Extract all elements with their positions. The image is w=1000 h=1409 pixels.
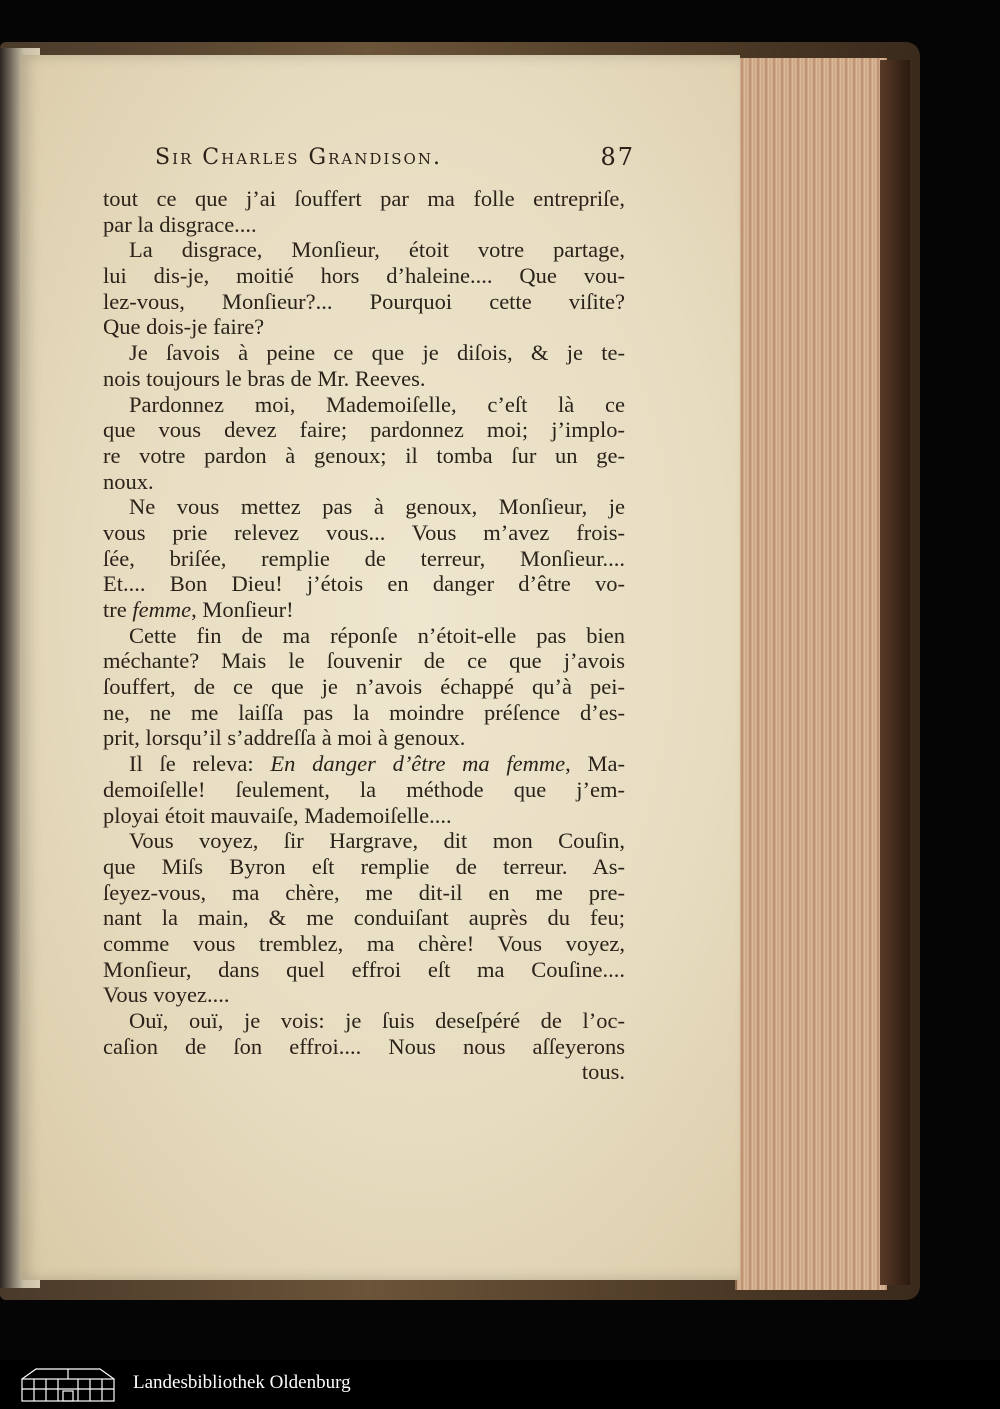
library-building-icon (18, 1365, 118, 1403)
text-line: vous prie relevez vous... Vous m’avez frois- (103, 519, 625, 545)
text-line: tout ce que j’ai ſouffert par ma folle entrepriſe, (103, 186, 625, 211)
text-line: que Miſs Byron eſt remplie de terreur. As- (103, 853, 625, 879)
text-line: méchante? Mais le ſouvenir de ce que j’avois (103, 648, 625, 674)
catchword: tous. (581, 1059, 625, 1085)
text-line: lez-vous, Monſieur?... Pourquoi cette viſite? (103, 288, 625, 314)
text-line: comme vous tremblez, ma chère! Vous voyez, (103, 930, 625, 956)
text-line: Vous voyez, ſir Hargrave, dit mon Couſin, (129, 828, 625, 854)
text-line: caſion de ſon effroi.... Nous nous aſſeyerons (103, 1033, 625, 1059)
text-line: lui dis-je, moitié hors d’haleine.... Que vou- (103, 263, 625, 289)
text-segment: Il ſe releva: (129, 751, 271, 777)
text-segment: , Monſieur! (191, 597, 294, 622)
italic-text: femme (132, 597, 192, 622)
running-head (155, 145, 635, 179)
text-line: ployai étoit mauvaiſe, Mademoiſelle.... (103, 802, 452, 828)
page-number: 87 (600, 143, 635, 171)
text-line: Monſieur, dans quel effroi eſt ma Couſine.... (103, 956, 625, 982)
text-line: ne, ne me laiſſa pas la moindre préſence d’es- (103, 699, 625, 725)
text-line: Vous voyez.... (103, 982, 230, 1008)
text-line: Cette fin de ma réponſe n’étoit-elle pas bien (129, 622, 625, 648)
text-line: que vous devez faire; pardonnez moi; j’implo- (103, 417, 625, 443)
italic-text: En danger d’être ma femme (270, 751, 566, 777)
text-line: prit, lorsqu’il s’addreſſa à moi à genoux. (103, 725, 466, 751)
text-segment: , Ma- (565, 751, 625, 777)
text-line: ſouffert, de ce que je n’avois échappé qu’à pei- (103, 674, 625, 700)
page-body-text (103, 186, 625, 1085)
text-line: par la disgrace.... (103, 211, 257, 237)
text-line: Ne vous mettez pas à genoux, Monſieur, je (129, 494, 625, 520)
text-line (103, 751, 625, 777)
footer-bar (0, 1360, 1000, 1409)
text-line (103, 597, 625, 623)
text-line: noux. (103, 468, 154, 494)
text-segment: tre (103, 597, 133, 622)
text-line: Ouï, ouï, je vois: je ſuis deseſpéré de l’oc- (129, 1008, 625, 1033)
text-line: ſée, briſée, remplie de terreur, Monſieur.... (103, 545, 625, 571)
text-line: re votre pardon à genoux; il tomba ſur un ge- (103, 442, 625, 468)
text-line: nant la main, & me conduiſant auprès du feu; (103, 905, 625, 931)
running-head-title: Sir Charles Grandison. (155, 145, 442, 170)
text-line: La disgrace, Monſieur, étoit votre partage, (129, 237, 625, 263)
text-line: Et.... Bon Dieu! j’étois en danger d’être vo- (103, 571, 625, 597)
text-line: ſeyez-vous, ma chère, me dit-il en me pre- (103, 879, 625, 905)
text-line: demoiſelle! ſeulement, la méthode que j’em- (103, 776, 625, 802)
text-line: nois toujours le bras de Mr. Reeves. (103, 365, 426, 391)
book-cover-edge (880, 60, 910, 1285)
text-line: Pardonnez moi, Mademoiſelle, c’eſt là ce (129, 391, 625, 417)
library-name: Landesbibliothek Oldenburg (133, 1372, 351, 1393)
book-fore-edge (735, 58, 887, 1290)
text-line: Que dois-je faire? (103, 314, 265, 340)
text-line: Je ſavois à peine ce que je diſois, & je te- (129, 340, 625, 366)
